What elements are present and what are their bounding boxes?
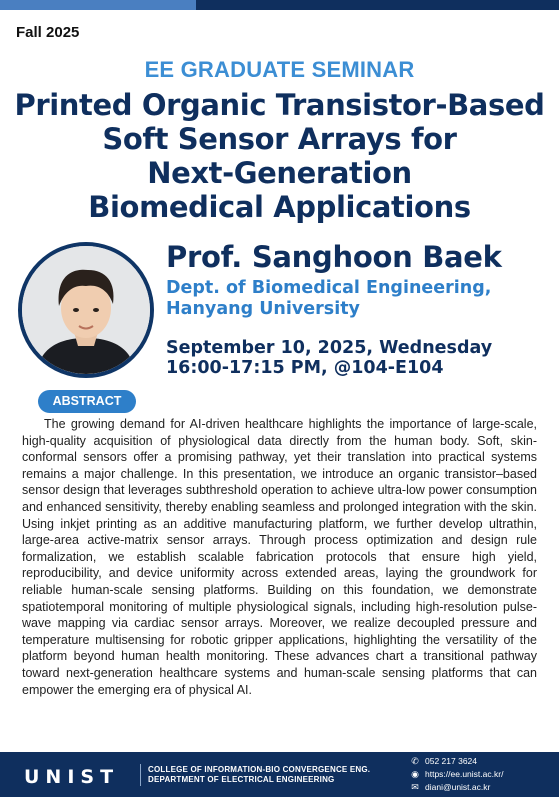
affiliation-line: Hanyang University — [166, 299, 360, 319]
contact-phone — [408, 755, 503, 768]
phone-icon: ✆ — [411, 756, 419, 766]
contact-info — [408, 755, 503, 794]
website-link[interactable]: https://ee.unist.ac.kr/ — [425, 769, 504, 779]
seminar-time-place: 16:00-17:15 PM, @104-E104 — [166, 358, 444, 378]
speaker-name: Prof. Sanghoon Baek — [166, 240, 502, 274]
abstract-text: The growing demand for AI-driven healthcare highlights the importance of large-scale, high-quality acquisition of physiological data directly from the human body. Soft, skin-conformal sensors offer a promising pathway, yet their translation into practical systems remains a major challenge. In this presentation, we introduce an organic transistor–based sensor design that leverages subthreshold operation to achieve ultra-low power consumption and enhanced sensitivity, thereby enabling seamless and prolonged integration with the skin. Using inkjet printing as an additive manufacturing platform, we further develop ultrathin, large-area active-matrix sensor arrays. Through process optimization and design rule formalization, we establish scalable fabrication protocols that ensure high yield, reproducibility, and device uniformity across extended areas, laying the groundwork for reliable human-scale sensing platforms. Building on this foundation, we demonstrate spatiotemporal monitoring of multiple physiological signals, including high-resolution pulse-wave mapping via cardiac sensor arrays. Moreover, we realize decoupled pressure and temperature multisensing for robotic gripper applications, highlighting the versatility of the platform beyond human health monitoring. These advances chart a transitional pathway toward next-generation healthcare systems and human-scale sensing platforms that can empower the emerging era of physical AI. — [22, 417, 537, 697]
email-link[interactable]: diani@unist.ac.kr — [425, 782, 491, 792]
title-line: Soft Sensor Arrays for — [102, 122, 457, 156]
semester-label: Fall 2025 — [16, 24, 80, 41]
department-name: DEPARTMENT OF ELECTRICAL ENGINEERING — [148, 775, 335, 784]
seminar-title — [0, 88, 559, 224]
phone-number: 052 217 3624 — [425, 756, 477, 766]
seminar-series-heading: EE GRADUATE SEMINAR — [144, 57, 415, 82]
footer-bar — [0, 752, 559, 797]
affiliation-line: Dept. of Biomedical Engineering, — [166, 278, 492, 298]
web-icon: ◉ — [411, 769, 419, 779]
speaker-portrait-icon — [22, 246, 150, 374]
title-line: Printed Organic Transistor-Based — [14, 88, 545, 122]
top-bar-light-segment — [0, 0, 196, 10]
footer-divider — [140, 764, 141, 786]
contact-email[interactable] — [408, 781, 503, 794]
unist-logo: UNIST — [24, 766, 120, 788]
top-color-bar — [0, 0, 559, 10]
title-line: Next-Generation — [147, 156, 412, 190]
speaker-photo — [18, 242, 154, 378]
department-info — [148, 765, 370, 785]
top-bar-dark-segment — [196, 0, 559, 10]
title-line: Biomedical Applications — [88, 190, 471, 224]
mail-icon: ✉ — [411, 782, 419, 792]
contact-website[interactable] — [408, 768, 503, 781]
abstract-badge: ABSTRACT — [38, 390, 136, 413]
college-name: COLLEGE OF INFORMATION-BIO CONVERGENCE ENG. — [148, 765, 371, 774]
seminar-schedule — [166, 338, 492, 378]
seminar-date: September 10, 2025, Wednesday — [166, 338, 493, 358]
speaker-affiliation — [166, 278, 491, 320]
